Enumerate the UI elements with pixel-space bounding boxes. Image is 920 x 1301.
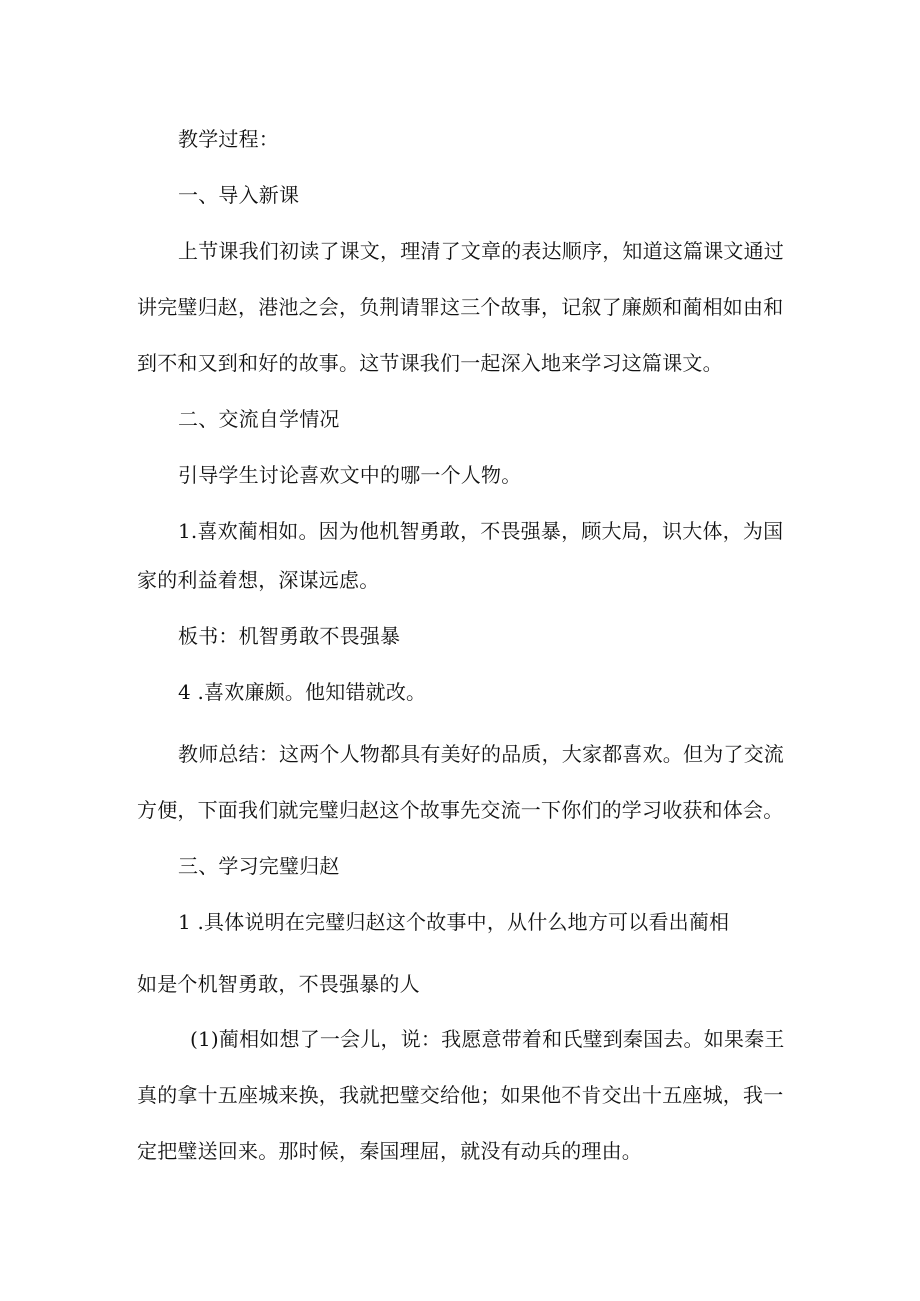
quote-continuation: 真的拿十五座城来换，我就把璧交给他；如果他不肯交出十五座城，我一 xyxy=(137,1083,784,1107)
quote-continuation: 定把璧送回来。那时候，秦国理屈，就没有动兵的理由。 xyxy=(137,1139,642,1163)
teacher-summary-continuation: 方便，下面我们就完璧归赵这个故事先交流一下你们的学习收获和体会。 xyxy=(137,798,784,822)
paragraph-line: 讲完璧归赵，港池之会，负荆请罪这三个故事，记叙了廉颇和蔺相如由和 xyxy=(137,295,784,319)
paragraph-line: 上节课我们初读了课文，理清了文章的表达顺序，知道这篇课文通过 xyxy=(178,239,784,263)
heading-introduce-new-lesson: 一、导入新课 xyxy=(178,183,300,207)
paragraph-line: 到不和又到和好的故事。这节课我们一起深入地来学习这篇课文。 xyxy=(137,351,723,375)
question-item-1: 1 .具体说明在完璧归赵这个故事中，从什么地方可以看出蔺相 xyxy=(178,910,730,934)
heading-exchange-self-study: 二、交流自学情况 xyxy=(178,407,340,431)
list-item-4: 4 .喜欢廉颇。他知错就改。 xyxy=(178,680,427,704)
question-item-1-continuation: 如是个机智勇敢，不畏强暴的人 xyxy=(137,972,420,996)
section-label-teaching-process: 教学过程： xyxy=(178,127,279,151)
list-item-1-continuation: 家的利益着想，深谋远虑。 xyxy=(137,568,380,592)
list-item-1: 1.喜欢蔺相如。因为他机智勇敢，不畏强暴，顾大局，识大体，为国 xyxy=(178,519,784,543)
paragraph-line: 引导学生讨论喜欢文中的哪一个人物。 xyxy=(178,463,522,487)
quote-item-1: (1)蔺相如想了一会儿，说：我愿意带着和氏璧到秦国去。如果秦王 xyxy=(190,1027,785,1051)
blackboard-note: 板书：机智勇敢不畏强暴 xyxy=(178,624,401,648)
teacher-summary: 教师总结：这两个人物都具有美好的品质，大家都喜欢。但为了交流 xyxy=(178,742,784,766)
heading-study-story: 三、学习完璧归赵 xyxy=(178,854,340,878)
